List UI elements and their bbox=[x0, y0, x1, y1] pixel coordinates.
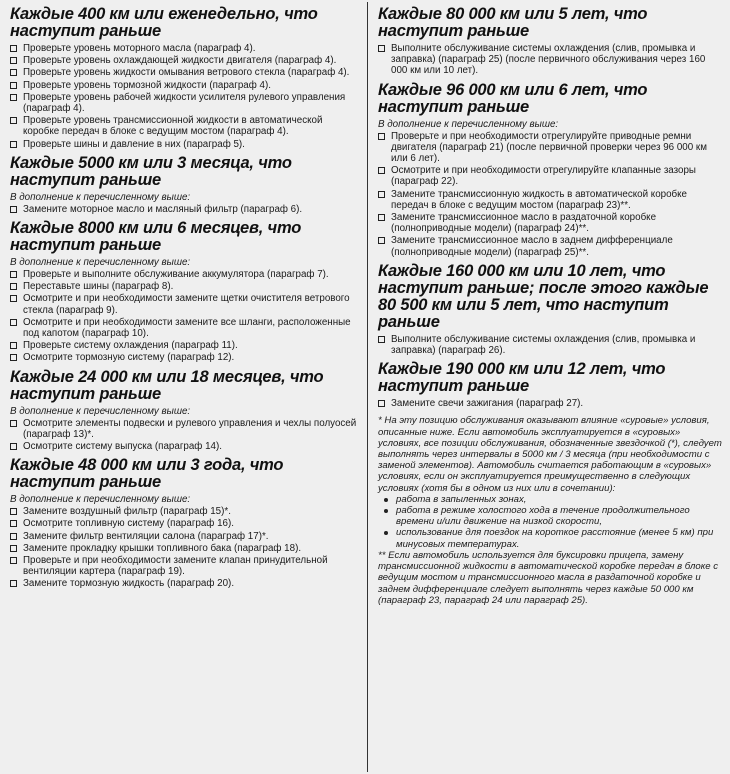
task-item bbox=[378, 43, 722, 77]
task-text: Замените трансмиссионное масло в заднем дифференциале (полноприводные модели) (параграф 25)**. bbox=[391, 235, 673, 258]
task-text: Осмотрите элементы подвески и рулевого управления и чехлы полуосей (параграф 13)*. bbox=[23, 417, 357, 440]
task-text: Осмотрите систему выпуска (параграф 14). bbox=[23, 441, 222, 453]
footnote-severe-conditions: * На эту позицию обслуживания оказывают влияние «суровые» условия, описанные ниже. Если автомобиль эксплуатируется в «суровых» условиях, все позиции обслуживания, обозначенные звездочкой (*), следует выполнять через интервалы в 5000 км / 3 месяца (при необходимости с заменой элементов). Автомобиль считается работающим в «суровых» условиях, если он эксплуатируется преимущественно в следующих условиях (хотя бы в одном из них или в сочетании): bbox=[378, 415, 722, 494]
right-column bbox=[369, 2, 730, 772]
task-item bbox=[10, 531, 359, 542]
task-item bbox=[10, 506, 359, 517]
schedule-section bbox=[378, 6, 722, 77]
section-heading: Каждые 5000 км или 3 месяца, что наступит раньше bbox=[10, 153, 292, 189]
checkbox-icon bbox=[10, 342, 17, 349]
task-item bbox=[10, 204, 359, 215]
checkbox-icon bbox=[10, 354, 17, 361]
section-intro: В дополнение к перечисленному выше: bbox=[10, 257, 191, 269]
schedule-section bbox=[10, 6, 359, 150]
task-text: Проверьте и выполните обслуживание аккумулятора (параграф 7). bbox=[23, 269, 329, 281]
task-item bbox=[10, 578, 359, 589]
task-item bbox=[10, 441, 359, 452]
section-heading: Каждые 24 000 км или 18 месяцев, что наступит раньше bbox=[10, 367, 324, 403]
schedule-section bbox=[10, 220, 359, 364]
task-text: Осмотрите и при необходимости замените щетки очистителя ветрового стекла (параграф 9). bbox=[23, 293, 350, 316]
checkbox-icon bbox=[10, 580, 17, 587]
severe-conditions-list bbox=[378, 494, 722, 550]
checkbox-icon bbox=[10, 319, 17, 326]
schedule-section bbox=[378, 361, 722, 409]
task-list bbox=[10, 43, 359, 150]
task-list bbox=[378, 334, 722, 356]
task-text: Проверьте систему охлаждения (параграф 11). bbox=[23, 340, 238, 352]
task-list bbox=[10, 204, 359, 215]
checkbox-icon bbox=[10, 94, 17, 101]
task-item bbox=[10, 55, 359, 66]
checkbox-icon bbox=[10, 82, 17, 89]
checkbox-icon bbox=[10, 508, 17, 515]
task-item bbox=[10, 139, 359, 150]
section-intro: В дополнение к перечисленному выше: bbox=[10, 494, 191, 506]
task-item bbox=[10, 43, 359, 54]
schedule-section bbox=[10, 369, 359, 453]
checkbox-icon bbox=[378, 336, 385, 343]
task-text: Осмотрите и при необходимости отрегулируйте клапанные зазоры (параграф 22). bbox=[391, 165, 696, 188]
checkbox-icon bbox=[10, 57, 17, 64]
checkbox-icon bbox=[378, 45, 385, 52]
task-item bbox=[378, 398, 722, 409]
task-text: Замените фильтр вентиляции салона (параграф 17)*. bbox=[23, 530, 269, 542]
task-text: Замените тормозную жидкость (параграф 20). bbox=[23, 578, 235, 590]
task-text: Осмотрите тормозную систему (параграф 12). bbox=[23, 352, 235, 364]
checkbox-icon bbox=[378, 191, 385, 198]
checkbox-icon bbox=[378, 237, 385, 244]
checkbox-icon bbox=[10, 420, 17, 427]
task-text: Проверьте шины и давление в них (параграф 5). bbox=[23, 138, 245, 150]
footnotes bbox=[378, 415, 722, 605]
task-item bbox=[10, 92, 359, 114]
task-text: Замените свечи зажигания (параграф 27). bbox=[391, 398, 584, 410]
checkbox-icon bbox=[378, 167, 385, 174]
task-item bbox=[10, 317, 359, 339]
task-item bbox=[10, 555, 359, 577]
task-text: Замените прокладку крышки топливного бака (параграф 18). bbox=[23, 542, 302, 554]
checkbox-icon bbox=[10, 141, 17, 148]
task-item bbox=[10, 518, 359, 529]
task-item bbox=[10, 269, 359, 280]
task-item bbox=[10, 115, 359, 137]
task-text: Осмотрите и при необходимости замените все шланги, расположенные под капотом (параграф 10). bbox=[23, 316, 351, 340]
left-column bbox=[0, 2, 368, 772]
task-item bbox=[10, 67, 359, 78]
checkbox-icon bbox=[10, 545, 17, 552]
task-text: Проверьте уровень трансмиссионной жидкости в автоматической коробке передач в блоке с ведущим мостом (параграф 4). bbox=[23, 115, 323, 138]
severe-condition-item: работа в режиме холостого хода в течение продолжительного времени и/или движение на низкой скорости, bbox=[384, 505, 722, 527]
schedule-section bbox=[10, 155, 359, 215]
task-item bbox=[10, 80, 359, 91]
task-item bbox=[378, 165, 722, 187]
checkbox-icon bbox=[378, 133, 385, 140]
checkbox-icon bbox=[10, 283, 17, 290]
task-item bbox=[10, 281, 359, 292]
task-text: Переставьте шины (параграф 8). bbox=[23, 281, 174, 293]
checkbox-icon bbox=[378, 214, 385, 221]
section-intro: В дополнение к перечисленному выше: bbox=[378, 118, 559, 130]
task-text: Замените трансмиссионное масло в раздаточной коробке (полноприводные модели) (параграф 24)**. bbox=[391, 212, 657, 235]
task-text: Проверьте уровень рабочей жидкости усилителя рулевого управления (параграф 4). bbox=[23, 91, 346, 115]
section-intro: В дополнение к перечисленному выше: bbox=[10, 405, 191, 417]
checkbox-icon bbox=[10, 443, 17, 450]
checkbox-icon bbox=[10, 520, 17, 527]
checkbox-icon bbox=[10, 117, 17, 124]
checkbox-icon bbox=[10, 295, 17, 302]
checkbox-icon bbox=[10, 557, 17, 564]
task-item bbox=[378, 212, 722, 234]
task-item bbox=[10, 543, 359, 554]
task-text: Проверьте уровень тормозной жидкости (параграф 4). bbox=[23, 79, 271, 91]
severe-condition-item: использование для поездок на короткое расстояние (менее 5 км) при минусовых температурах. bbox=[384, 527, 722, 549]
task-item bbox=[378, 131, 722, 165]
task-item bbox=[10, 418, 359, 440]
task-list bbox=[10, 418, 359, 453]
right-column-sections bbox=[378, 6, 722, 409]
schedule-section bbox=[10, 457, 359, 589]
task-text: Выполните обслуживание системы охлаждения (слив, промывка и заправка) (параграф 25) (после первичного обслуживания через 160 000 км или 10 лет). bbox=[391, 43, 706, 77]
task-text: Проверьте и при необходимости замените клапан принудительной вентиляции картера (параграф 19). bbox=[23, 555, 328, 578]
task-item bbox=[378, 235, 722, 257]
checkbox-icon bbox=[378, 400, 385, 407]
task-list bbox=[378, 131, 722, 258]
checkbox-icon bbox=[10, 271, 17, 278]
task-text: Проверьте и при необходимости отрегулируйте приводные ремни двигателя (параграф 21) (после первичной проверки через 96 000 км или 6 лет). bbox=[391, 130, 707, 165]
task-item bbox=[10, 352, 359, 363]
checkbox-icon bbox=[10, 206, 17, 213]
task-list bbox=[378, 398, 722, 409]
section-heading: Каждые 400 км или еженедельно, что наступит раньше bbox=[10, 5, 318, 40]
severe-condition-item: работа в запыленных зонах, bbox=[384, 494, 722, 505]
task-list bbox=[10, 506, 359, 589]
task-item bbox=[10, 293, 359, 315]
section-intro: В дополнение к перечисленному выше: bbox=[10, 191, 191, 203]
task-text: Выполните обслуживание системы охлаждения (слив, промывка и заправка) (параграф 26). bbox=[391, 333, 696, 357]
task-text: Замените воздушный фильтр (параграф 15)*. bbox=[23, 506, 231, 518]
section-heading: Каждые 96 000 км или 6 лет, что наступит раньше bbox=[378, 80, 648, 116]
section-heading: Каждые 160 000 км или 10 лет, что наступит раньше; после этого каждые 80 500 км или 5 лет, что наступит раньше bbox=[378, 261, 709, 331]
checkbox-icon bbox=[10, 533, 17, 540]
section-heading: Каждые 80 000 км или 5 лет, что наступит раньше bbox=[378, 5, 648, 40]
section-heading: Каждые 190 000 км или 12 лет, что наступит раньше bbox=[378, 360, 666, 396]
task-text: Замените трансмиссионную жидкость в автоматической коробке передач в блоке с ведущим мостом (параграф 23)**. bbox=[391, 188, 687, 211]
task-text: Проверьте уровень охлаждающей жидкости двигателя (параграф 4). bbox=[23, 55, 337, 67]
schedule-section bbox=[378, 82, 722, 258]
checkbox-icon bbox=[10, 45, 17, 52]
task-list bbox=[378, 43, 722, 77]
checkbox-icon bbox=[10, 69, 17, 76]
task-item bbox=[378, 189, 722, 211]
task-text: Проверьте уровень моторного масла (параграф 4). bbox=[23, 43, 256, 54]
task-item bbox=[378, 334, 722, 356]
task-text: Замените моторное масло и масляный фильтр (параграф 6). bbox=[23, 203, 303, 215]
task-item bbox=[10, 340, 359, 351]
section-heading: Каждые 48 000 км или 3 года, что наступит раньше bbox=[10, 456, 284, 492]
section-heading: Каждые 8000 км или 6 месяцев, что наступит раньше bbox=[10, 219, 302, 255]
schedule-section bbox=[378, 263, 722, 356]
task-list bbox=[10, 269, 359, 364]
task-text: Проверьте уровень жидкости омывания ветрового стекла (параграф 4). bbox=[23, 67, 350, 79]
footnote-towing: ** Если автомобиль используется для буксировки прицепа, замену трансмиссионной жидкости в автоматической коробке передач в блоке с ведущим мостом и трансмиссионного масла в раздаточной коробке и заднем дифференциале следует выполнять через каждые 50 000 км (параграф 23, параграф 24 или параграф 25). bbox=[378, 549, 719, 606]
task-text: Осмотрите топливную систему (параграф 16). bbox=[23, 518, 234, 530]
